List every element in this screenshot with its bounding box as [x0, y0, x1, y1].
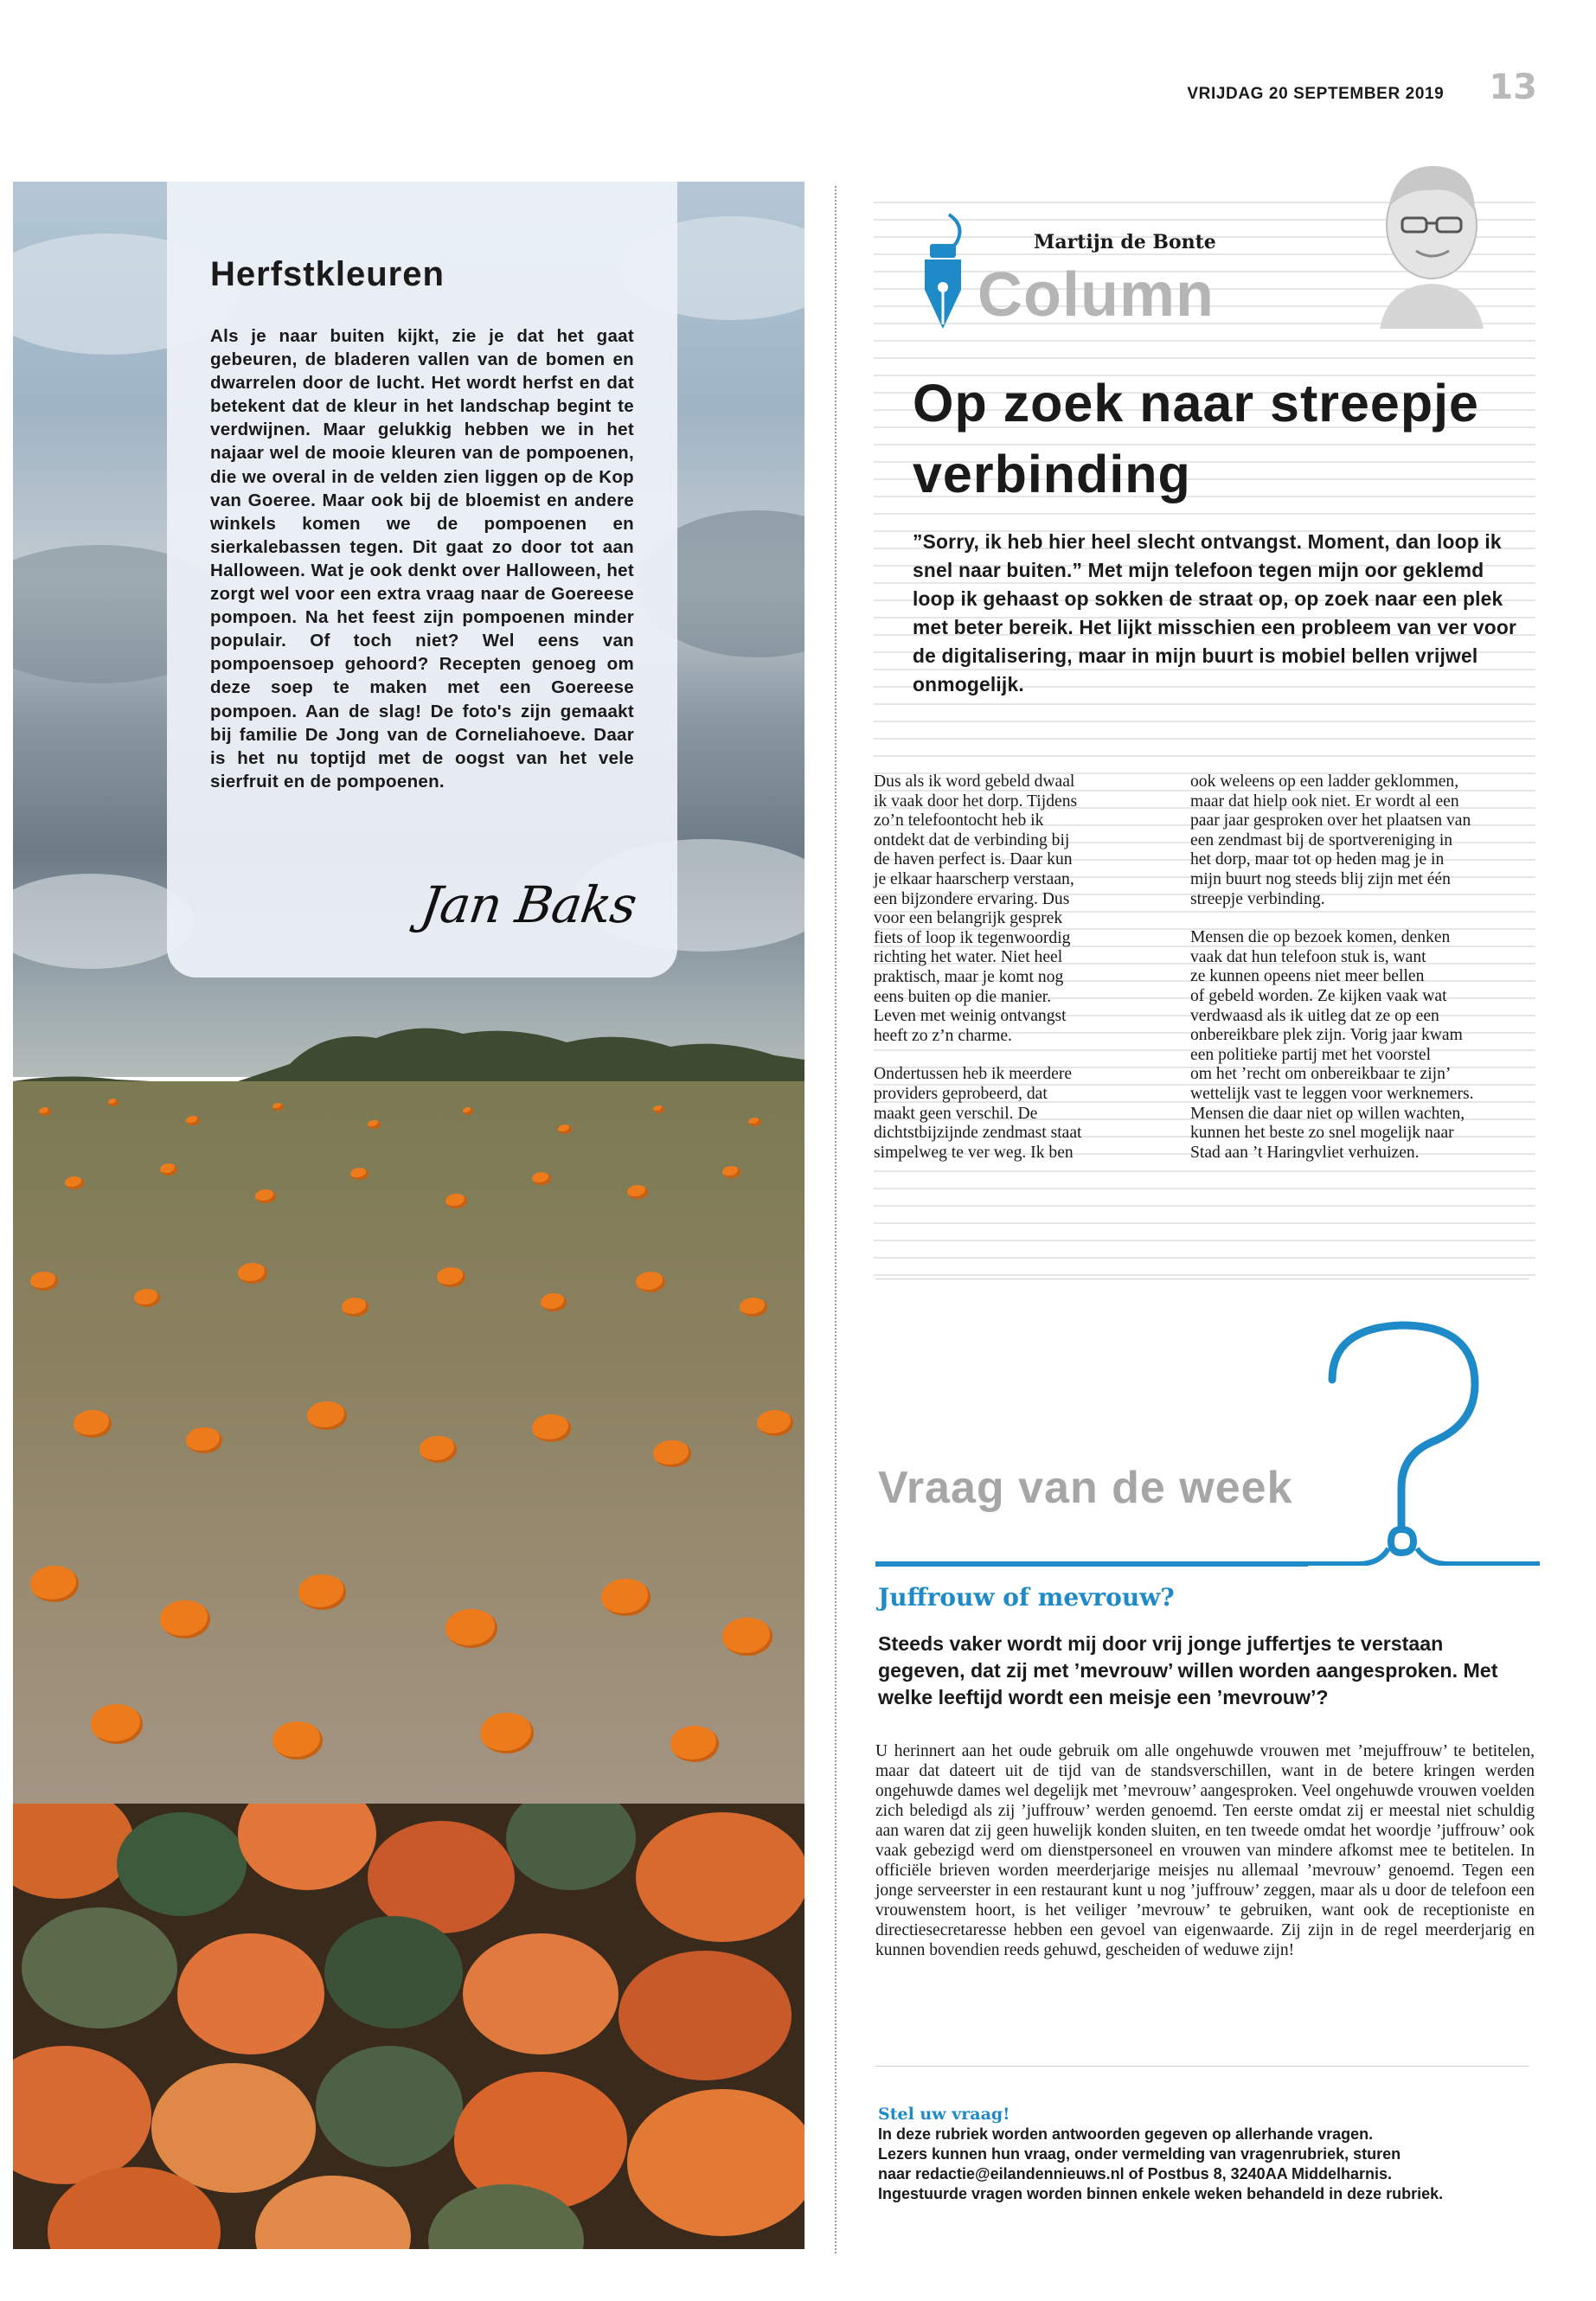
section-divider — [875, 2066, 1529, 2067]
column-paragraph: Ondertussen heb ik meerdere providers geprobeerd, dat maakt geen verschil. De dichtstbijzijnde zendmast staat simpelweg te ver weg. Ik ben — [874, 1065, 1082, 1162]
feature-textbox — [167, 182, 677, 977]
page-header — [1187, 67, 1537, 107]
question-mark-icon — [1298, 1315, 1540, 1566]
submit-question-box — [878, 2105, 1535, 2204]
title-underline — [875, 1561, 1308, 1567]
column-paragraph: ook weleens op een ladder geklommen, maar dat hielp ook niet. Er wordt al een paar jaar gesproken over het plaatsen van een zendmast bij de sportvereniging in het dorp, maar tot op heden mag je in mijn buurt nog steeds blij zijn met één streepje verbinding. — [1190, 772, 1471, 908]
author-signature: Jan Baks — [417, 875, 640, 934]
column-divider — [835, 186, 836, 2253]
page-number: 13 — [1489, 67, 1537, 107]
feature-body: Als je naar buiten kijkt, zie je dat het gaat gebeuren, de bladeren vallen van de bomen en dwarrelen door de lucht. Het wordt herfst en dat betekent dat de kleur in het landschap begint te verdwijnen. Maar gelukkig hebben we in het najaar wel de mooie kleuren van de pompoenen, die we overal in de velden zien liggen op de Kop van Goeree. Maar ook bij de bloemist en andere winkels komen we de pompoenen en sierkalebassen tegen. Dit gaat zo door tot aan Halloween. Wat je ook denkt over Halloween, het zorgt wel voor een extra vraag naar de Goereese pompoen. Na het feest zijn pompoenen minder populair. Of toch niet? Wel eens van pompoensoep gehoord? Recepten genoeg om deze soep te maken met een Goereese pompoen. Aan de slag! De foto's zijn gemaakt bij familie De Jong van de Corneliahoeve. Daar is het nu toptijd met de oogst van het vele sierfruit en de pompoenen. — [210, 326, 634, 792]
submit-line: naar redactie@eilandennieuws.nl of Postbus 8, 3240AA Middelharnis. — [878, 2165, 1393, 2182]
author-portrait — [1371, 147, 1484, 329]
fountain-pen-icon — [913, 208, 973, 337]
answer-text: U herinnert aan het oude gebruik om alle ongehuwde vrouwen met ’mejuffrouw’ te betitelen, maar dat dateert uit de tijd van de standsverschillen, want in de betere kringen werden ongehuwde dames wel degelijk met ’mevrouw’ aangesproken. Veel ongehuwde vrouwen voelden zich beledigd als zij ’juffrouw’ werden genoemd. Ten eerste omdat zij er meestal niet schuldig aan waren dat zij geen huwelijk konden sluiten, en ten tweede omdat het woordje ’juffrouw’ ook vaak gebezigd werd om dienstpersoneel en vrouwen van mindere afkomst mee te betitelen. In officiële brieven worden meerderjarige meisjes nu allemaal ’mevrouw’ genoemd. Tegen een jonge serveerster in een restaurant kunt u nog ’juffrouw’ zeggen, maar als u door de telefoon een vrouwenstem hoort, is het veiliger ’mevrouw’ te gebruiken, want ook de receptioniste en directiesecretaresse hebben een gevoel van eigenwaarde. Zij zijn in de regel meerderjarig en kunnen bovendien reeds gehuwd, gescheiden of weduwe zijn! — [875, 1742, 1535, 1959]
submit-line: Ingestuurde vragen worden binnen enkele weken behandeld in deze rubriek. — [878, 2185, 1444, 2202]
submit-line: In deze rubriek worden antwoorden gegeven op allerhande vragen. — [878, 2125, 1374, 2143]
section-title: Vraag van de week — [878, 1463, 1293, 1513]
column-author: Martijn de Bonte — [1034, 231, 1216, 253]
column-body-left — [874, 772, 1159, 1182]
column-body — [874, 772, 1531, 1182]
reader-question: Steeds vaker wordt mij door vrij jonge juffertjes te verstaan gegeven, dat zij met ’mevrouw’ willen worden aangesproken. Met welke leeftijd wordt een meisje een ’mevrouw’? — [878, 1632, 1498, 1708]
issue-date: VRIJDAG 20 SEPTEMBER 2019 — [1187, 85, 1445, 103]
column-headline: Op zoek naar streepje verbinding — [913, 374, 1479, 503]
feature-title: Herfstkleuren — [210, 255, 445, 293]
column-paragraph: Mensen die op bezoek komen, denken vaak dat hun telefoon stuk is, want ze kunnen opeens niet meer bellen of gebeld worden. Ze kijken vaak wat verdwaasd als ik uitleg dat ze op een onbereikbare plek zijn. Vorig jaar kwam een politieke partij met het voorstel om het ’recht om onbereikbaar te zijn’ wettelijk vast te leggen voor werknemers. Mensen die daar niet op willen wachten, kunnen het beste zo snel mogelijk naar Stad aan ’t Haringvliet verhuizen. — [1190, 928, 1474, 1162]
pumpkin-field-photo — [13, 1081, 804, 1804]
column-label: Column — [977, 260, 1215, 330]
gourd-crate-photo — [13, 1804, 804, 2249]
submit-line: Lezers kunnen hun vraag, onder vermelding van vragenrubriek, sturen — [878, 2145, 1401, 2163]
column-lede: ”Sorry, ik heb hier heel slecht ontvangst. Moment, dan loop ik snel naar buiten.” Met mijn telefoon tegen mijn oor geklemd loop ik gehaast op sokken de straat op, op zoek naar een plek met beter bereik. Het lijkt misschien een probleem van ver voor de digitalisering, maar in mijn buurt is mobiel bellen vrijwel onmogelijk. — [913, 530, 1517, 695]
column-paragraph: Dus als ik word gebeld dwaal ik vaak door het dorp. Tijdens zo’n telefoontocht heb ik ontdekt dat de verbinding bij de haven perfect is. Daar kun je elkaar haarscherp verstaan, een bijzondere ervaring. Dus voor een belangrijk gesprek fiets of loop ik tegenwoordig richting het water. Niet heel praktisch, maar je komt nog eens buiten op die manier. Leven met weinig ontvangst heeft zo z’n charme. — [874, 772, 1078, 1045]
column-body-right — [1190, 772, 1476, 1182]
submit-title: Stel uw vraag! — [878, 2105, 1010, 2124]
question-subtitle: Juffrouw of mevrouw? — [878, 1583, 1175, 1612]
